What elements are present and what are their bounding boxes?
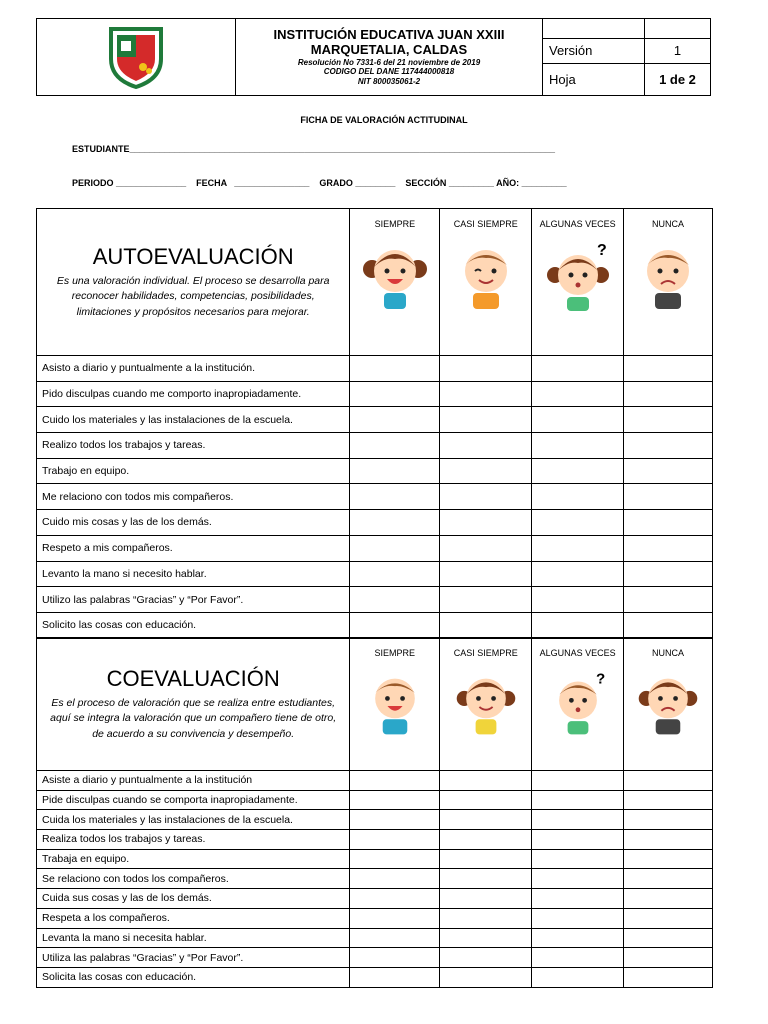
rating-cell[interactable] [350, 908, 440, 928]
option-casi-siempre [440, 638, 532, 771]
rating-cell[interactable] [350, 928, 440, 948]
item-row [37, 510, 713, 536]
student-field[interactable]: ESTUDIANTE_____________________________________________________________________________________ [72, 144, 555, 154]
option-nunca [624, 209, 713, 356]
rating-cell[interactable] [440, 587, 532, 613]
rating-cell[interactable] [440, 869, 532, 889]
item-description: Utilizo las palabras “Gracias” y “Por Favor”. [37, 587, 350, 613]
autoevaluacion-title: AUTOEVALUACIÓN [92, 244, 294, 270]
rating-cell[interactable] [350, 561, 440, 587]
item-row [37, 869, 713, 889]
rating-cell[interactable] [624, 967, 713, 987]
version-value: 1 [645, 39, 711, 63]
version-label: Versión [543, 39, 645, 63]
item-row [37, 561, 713, 587]
rating-cell[interactable] [532, 561, 624, 587]
rating-cell[interactable] [532, 869, 624, 889]
item-description: Solicito las cosas con educación. [37, 612, 350, 638]
rating-cell[interactable] [624, 535, 713, 561]
rating-cell[interactable] [350, 889, 440, 909]
item-description: Trabaja en equipo. [37, 849, 350, 869]
rating-cell[interactable] [350, 771, 440, 791]
item-description: Asisto a diario y puntualmente a la institución. [37, 356, 350, 382]
sad-boy-icon [633, 243, 703, 315]
rating-cell[interactable] [624, 869, 713, 889]
option-nunca [624, 638, 713, 771]
item-row [37, 790, 713, 810]
rating-cell[interactable] [532, 458, 624, 484]
autoevaluacion-description: Es una valoración individual. El proceso se desarrolla para reconocer habilidades, competencias, posibilidades, limitaciones y propósitos necesarios para mejorar. [56, 275, 330, 318]
rating-cell[interactable] [532, 484, 624, 510]
svg-text:?: ? [595, 672, 605, 688]
item-description: Solicita las cosas con educación. [37, 967, 350, 987]
rating-cell[interactable] [624, 790, 713, 810]
item-row [37, 433, 713, 459]
option-algunas-veces [532, 209, 624, 356]
rating-cell[interactable] [532, 889, 624, 909]
item-row [37, 484, 713, 510]
rating-cell[interactable] [350, 458, 440, 484]
rating-cell[interactable] [532, 830, 624, 850]
rating-cell[interactable] [440, 967, 532, 987]
rating-cell[interactable] [624, 849, 713, 869]
item-description: Cuido mis cosas y las de los demás. [37, 510, 350, 536]
rating-cell[interactable] [624, 407, 713, 433]
item-description: Pide disculpas cuando se comporta inapropiadamente. [37, 790, 350, 810]
sheet-value: 1 de 2 [645, 63, 711, 95]
item-description: Levanta la mano si necesita hablar. [37, 928, 350, 948]
item-row [37, 771, 713, 791]
empty-meta-cell [543, 19, 645, 39]
rating-cell[interactable] [440, 928, 532, 948]
rating-cell[interactable] [624, 561, 713, 587]
rating-cell[interactable] [624, 587, 713, 613]
rating-cell[interactable] [440, 810, 532, 830]
item-row [37, 908, 713, 928]
option-casi-siempre [440, 209, 532, 356]
rating-cell[interactable] [532, 587, 624, 613]
rating-cell[interactable] [532, 810, 624, 830]
option-label: SIEMPRE [374, 648, 416, 658]
item-row [37, 830, 713, 850]
item-row [37, 587, 713, 613]
option-label: CASI SIEMPRE [453, 648, 518, 658]
rating-cell[interactable] [532, 771, 624, 791]
rating-cell[interactable] [624, 830, 713, 850]
item-row [37, 889, 713, 909]
rating-cell[interactable] [440, 948, 532, 968]
rating-cell[interactable] [440, 458, 532, 484]
item-description: Utiliza las palabras “Gracias” y “Por Favor”. [37, 948, 350, 968]
rating-cell[interactable] [440, 908, 532, 928]
rating-cell[interactable] [532, 908, 624, 928]
coevaluacion-description: Es el proceso de valoración que se realiza entre estudiantes, aquí se integra la valoración que un compañero tiene de otro, de acuerdo a su convivencia y desempeño. [50, 697, 337, 740]
rating-cell[interactable] [440, 381, 532, 407]
rating-cell[interactable] [440, 407, 532, 433]
rating-cell[interactable] [624, 381, 713, 407]
option-label: CASI SIEMPRE [453, 219, 518, 229]
item-description: Se relaciono con todos los compañeros. [37, 869, 350, 889]
rating-cell[interactable] [532, 356, 624, 382]
form-title: FICHA DE VALORACIÓN ACTITUDINAL [300, 115, 468, 125]
rating-cell[interactable] [440, 433, 532, 459]
rating-cell[interactable] [624, 889, 713, 909]
rating-cell[interactable] [532, 948, 624, 968]
rating-cell[interactable] [624, 908, 713, 928]
item-description: Cuido los materiales y las instalaciones de la escuela. [37, 407, 350, 433]
rating-cell[interactable] [532, 535, 624, 561]
rating-cell[interactable] [350, 356, 440, 382]
rating-cell[interactable] [350, 948, 440, 968]
rating-cell[interactable] [350, 967, 440, 987]
rating-cell[interactable] [624, 433, 713, 459]
rating-cell[interactable] [624, 928, 713, 948]
rating-cell[interactable] [350, 849, 440, 869]
rating-cell[interactable] [532, 967, 624, 987]
rating-cell[interactable] [440, 535, 532, 561]
rating-cell[interactable] [350, 830, 440, 850]
period-info-fields[interactable]: PERIODO ______________ FECHA _______________ GRADO ________ SECCIÓN _________ AÑO: _________ [72, 178, 567, 188]
rating-cell[interactable] [532, 790, 624, 810]
item-row [37, 407, 713, 433]
institution-block [236, 19, 543, 96]
option-label: NUNCA [652, 648, 685, 658]
rating-cell[interactable] [350, 810, 440, 830]
item-description: Cuida los materiales y las instalaciones de la escuela. [37, 810, 350, 830]
item-description: Pido disculpas cuando me comporto inapropiadamente. [37, 381, 350, 407]
item-row [37, 458, 713, 484]
nit-text: NIT 800035061-2 [357, 76, 421, 86]
rating-cell[interactable] [624, 484, 713, 510]
coevaluacion-table [36, 637, 713, 988]
svg-text:?: ? [596, 243, 607, 259]
resolution-text: Resolución No 7331-6 del 21 noviembre de 2019 [297, 58, 481, 68]
sad-girl-icon [633, 672, 703, 740]
item-description: Me relaciono con todos mis compañeros. [37, 484, 350, 510]
winking-boy-icon [451, 243, 521, 315]
option-label: ALGUNAS VECES [539, 648, 616, 658]
item-row [37, 967, 713, 987]
rating-cell[interactable] [532, 407, 624, 433]
rating-cell[interactable] [532, 612, 624, 638]
option-algunas-veces [532, 638, 624, 771]
rating-cell[interactable] [440, 889, 532, 909]
rating-cell[interactable] [350, 790, 440, 810]
item-row [37, 849, 713, 869]
smiling-girl-icon [451, 672, 521, 740]
rating-cell[interactable] [624, 771, 713, 791]
school-shield-logo [105, 21, 167, 89]
rating-cell[interactable] [532, 433, 624, 459]
autoevaluacion-intro [37, 209, 350, 356]
item-row [37, 356, 713, 382]
item-row [37, 928, 713, 948]
rating-cell[interactable] [350, 869, 440, 889]
option-label: ALGUNAS VECES [539, 219, 616, 229]
rating-cell[interactable] [440, 561, 532, 587]
option-siempre [350, 209, 440, 356]
rating-cell[interactable] [350, 381, 440, 407]
option-label: SIEMPRE [374, 219, 416, 229]
rating-cell[interactable] [440, 356, 532, 382]
item-description: Cuida sus cosas y las de los demás. [37, 889, 350, 909]
rating-cell[interactable] [350, 535, 440, 561]
rating-cell[interactable] [350, 510, 440, 536]
item-description: Realiza todos los trabajos y tareas. [37, 830, 350, 850]
empty-meta-cell [645, 19, 711, 39]
item-row [37, 612, 713, 638]
document-header [36, 18, 711, 96]
rating-cell[interactable] [440, 849, 532, 869]
rating-cell[interactable] [350, 433, 440, 459]
sheet-label: Hoja [543, 63, 645, 95]
rating-cell[interactable] [350, 612, 440, 638]
rating-cell[interactable] [624, 356, 713, 382]
rating-cell[interactable] [532, 510, 624, 536]
item-row [37, 810, 713, 830]
option-label: NUNCA [652, 219, 685, 229]
autoevaluacion-table [36, 208, 713, 639]
rating-cell[interactable] [624, 612, 713, 638]
option-siempre [350, 638, 440, 771]
coevaluacion-intro [37, 638, 350, 771]
dane-code-text: CODIGO DEL DANE 117444000818 [323, 67, 455, 77]
item-description: Realizo todos los trabajos y tareas. [37, 433, 350, 459]
rating-cell[interactable] [440, 510, 532, 536]
rating-cell[interactable] [532, 381, 624, 407]
item-row [37, 948, 713, 968]
institution-name: INSTITUCIÓN EDUCATIVA JUAN XXIII [273, 27, 505, 43]
item-description: Trabajo en equipo. [37, 458, 350, 484]
rating-cell[interactable] [532, 928, 624, 948]
rating-cell[interactable] [440, 612, 532, 638]
thinking-girl-icon [543, 243, 613, 315]
happy-girl-icon [360, 243, 430, 315]
thinking-boy-icon [543, 672, 613, 740]
coevaluacion-title: COEVALUACIÓN [106, 666, 280, 692]
logo-cell [37, 19, 236, 96]
rating-cell[interactable] [440, 771, 532, 791]
rating-cell[interactable] [532, 849, 624, 869]
item-description: Levanto la mano si necesito hablar. [37, 561, 350, 587]
happy-boy-icon [360, 672, 430, 740]
rating-cell[interactable] [624, 510, 713, 536]
item-description: Asiste a diario y puntualmente a la institución [37, 771, 350, 791]
rating-cell[interactable] [624, 458, 713, 484]
rating-cell[interactable] [440, 484, 532, 510]
item-description: Respeto a mis compañeros. [37, 535, 350, 561]
rating-cell[interactable] [440, 790, 532, 810]
item-row [37, 381, 713, 407]
rating-cell[interactable] [350, 407, 440, 433]
rating-cell[interactable] [350, 484, 440, 510]
rating-cell[interactable] [440, 830, 532, 850]
item-row [37, 535, 713, 561]
institution-location: MARQUETALIA, CALDAS [310, 42, 468, 58]
rating-cell[interactable] [624, 810, 713, 830]
rating-cell[interactable] [624, 948, 713, 968]
item-description: Respeta a los compañeros. [37, 908, 350, 928]
rating-cell[interactable] [350, 587, 440, 613]
